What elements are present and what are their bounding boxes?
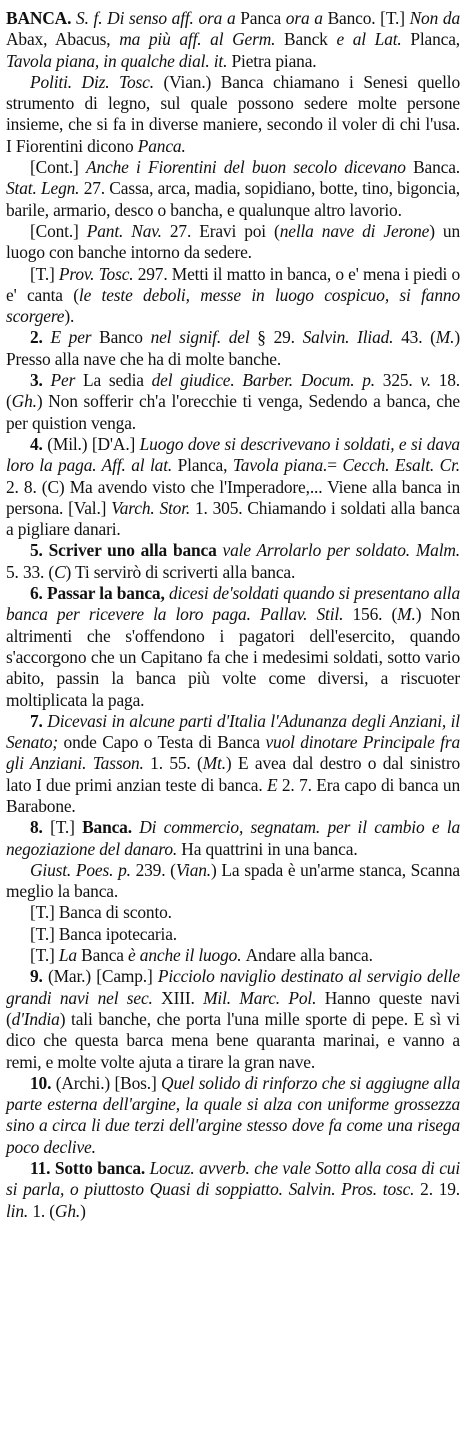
entry-text-run: ) tali banche, che porta l'una mille sporte di pepe. E sì vi dico che questa barca mena bene quaranta marinai, e vanno a remi, e molte volte ajuta a tirare la gran nave. bbox=[6, 1008, 460, 1072]
entry-paragraph-s7 bbox=[6, 711, 460, 817]
entry-text-run: 9. bbox=[30, 966, 48, 987]
entry-text-run: Mil. Marc. Pol. bbox=[203, 987, 325, 1008]
entry-text-run: 297. Metti il matto in banca, o e' mena i piedi o e' canta ( bbox=[6, 263, 460, 305]
entry-text-run: e al Lat. bbox=[336, 29, 411, 50]
entry-text-run: [T.] Banca ipotecaria. bbox=[30, 923, 178, 944]
entry-paragraph-s10 bbox=[6, 1073, 460, 1158]
entry-text-run: Planca, bbox=[177, 455, 233, 476]
entry-text-run: [T.] bbox=[30, 263, 59, 284]
entry-text-run: ) La spada è un'arme stanca, Scanna meglio la banca. bbox=[6, 859, 460, 902]
entry-text-run: (Vian.) Banca chiamano i Senesi quello strumento di legno, sul quale possono sedere molte persone insieme, che si fa in diverse maniere, secondo il voler di chi l'usa. I Fiorentini dicono bbox=[6, 71, 461, 156]
entry-text-run: le teste deboli, messe in luogo cospicuo, si fanno scorgere bbox=[6, 284, 460, 327]
entry-text-run: Politi. Diz. Tosc. bbox=[30, 71, 164, 92]
entry-text-run: del giudice. Barber. Docum. p. bbox=[151, 370, 383, 391]
entry-text-run: 6. Passar la banca, bbox=[30, 583, 169, 604]
entry-text-run: 325. bbox=[382, 370, 421, 391]
entry-text-run: Picciolo naviglio destinato al servigio delle grandi navi nel sec. bbox=[6, 966, 461, 1008]
entry-paragraph-s2 bbox=[6, 327, 460, 370]
entry-text-run: 2. bbox=[30, 327, 51, 348]
entry-paragraph-s3 bbox=[6, 370, 460, 434]
entry-text-run: 1. 55. ( bbox=[150, 753, 203, 774]
entry-paragraph-cont2 bbox=[6, 221, 460, 264]
entry-paragraph-intro bbox=[6, 8, 460, 72]
entry-text-run: 10. bbox=[30, 1072, 56, 1093]
entry-text-run: Banca. bbox=[82, 817, 140, 838]
entry-text-run: [T.] bbox=[50, 817, 83, 838]
entry-text-run: = bbox=[327, 455, 343, 476]
entry-text-run: Banco. [T.] bbox=[327, 8, 410, 28]
entry-text-run: C bbox=[54, 561, 66, 582]
entry-text-run: Prov. Tosc. bbox=[58, 263, 138, 284]
entry-paragraph-s8 bbox=[6, 817, 460, 860]
entry-paragraph-s4 bbox=[6, 434, 460, 540]
entry-text-run: Luogo dove si descrivevano i soldati, e si dava loro la paga. Aff. al lat. bbox=[6, 433, 460, 476]
entry-text-run: Banca bbox=[81, 945, 129, 966]
entry-paragraph-politi bbox=[6, 72, 460, 157]
entry-text-run: § 29. bbox=[257, 327, 303, 348]
entry-text-run: Per bbox=[50, 370, 83, 391]
entry-text-run: Tavola piana, in qualche dial. it. bbox=[6, 50, 232, 71]
entry-text-run: ). bbox=[64, 306, 75, 327]
entry-text-run: 239. ( bbox=[135, 859, 176, 880]
entry-text-run: Varch. Stor. bbox=[111, 497, 195, 518]
entry-text-run: 7. bbox=[30, 710, 48, 731]
entry-paragraph-t1 bbox=[6, 902, 460, 923]
entry-paragraph-s11 bbox=[6, 1158, 460, 1222]
entry-text-run: ) bbox=[80, 1200, 86, 1221]
entry-text-run: 1. 305. Chiamando i soldati alla banca a pigliare danari. bbox=[6, 497, 460, 540]
entry-text-run: La bbox=[58, 945, 82, 966]
entry-text-run: 156. ( bbox=[352, 604, 398, 625]
entry-text-run: 4. bbox=[30, 433, 48, 454]
entry-text-run: Salvin. Iliad. bbox=[302, 327, 402, 348]
entry-text-run: 5. Scriver uno alla banca bbox=[30, 540, 223, 561]
entry-text-run: 3. bbox=[30, 370, 51, 391]
entry-text-run: lin. bbox=[6, 1200, 33, 1221]
entry-text-run: Pietra piana. bbox=[231, 50, 317, 71]
entry-text-run: 1. ( bbox=[32, 1200, 55, 1221]
entry-text-run: M. bbox=[435, 327, 455, 348]
entry-text-run: onde bbox=[63, 732, 103, 753]
entry-paragraph-cont1 bbox=[6, 157, 460, 221]
entry-text-run: Non da bbox=[409, 8, 460, 28]
entry-text-run: 5. 33. ( bbox=[6, 561, 55, 582]
entry-text-run: 2. 8. (C) Ma avendo visto che l'Imperadore,... Viene alla banca in persona. [Val.] bbox=[6, 476, 460, 518]
entry-text-run: vale Arrolarlo per soldato. Malm. bbox=[222, 540, 460, 561]
entry-text-run: (Archi.) [Bos.] bbox=[55, 1072, 162, 1093]
entry-text-run: è anche il luogo. bbox=[128, 945, 246, 966]
entry-text-run: nella nave di Jerone bbox=[279, 220, 430, 241]
entry-text-run: d'India bbox=[11, 1008, 60, 1029]
entry-text-run: Giust. Poes. p. bbox=[30, 859, 136, 880]
entry-text-run: Planca, bbox=[410, 29, 460, 50]
entry-text-run: ora a bbox=[285, 8, 328, 28]
entry-text-run: Vian. bbox=[175, 859, 211, 880]
entry-text-run: 8. bbox=[30, 817, 51, 838]
entry-text-run: Capo bbox=[102, 732, 144, 753]
entry-text-run: ) un luogo con banche intorno da sedere. bbox=[6, 220, 460, 263]
entry-text-run: Dicevasi in alcune parti d'Italia l'Adunanza degli Anziani, il Senato; bbox=[6, 710, 460, 753]
entry-text-run: Quel solido di rinforzo che si aggiugne alla parte esterna dell'argine, la quale si alza con uniforme grossezza sino a circa li due terzi dell'argine stesso dove fa come una risega poco declive. bbox=[6, 1072, 460, 1157]
entry-text-run: Pant. Nav. bbox=[86, 220, 170, 241]
entry-text-run: Panca. bbox=[137, 135, 186, 156]
entry-text-run: Gh. bbox=[54, 1200, 81, 1221]
entry-text-run: Mt. bbox=[202, 753, 226, 774]
entry-paragraph-t3 bbox=[6, 945, 460, 966]
entry-text-run: [Cont.] bbox=[30, 157, 87, 178]
entry-text-run: 43. ( bbox=[401, 327, 436, 348]
entry-paragraph-giust bbox=[6, 860, 460, 903]
entry-text-run: Banca. bbox=[413, 157, 461, 178]
dictionary-entry-banca bbox=[6, 8, 460, 1222]
entry-paragraph-prov bbox=[6, 264, 460, 328]
entry-text-run: Anche i Fiorentini del buon secolo dicevano bbox=[86, 157, 414, 178]
entry-text-run: [T.] bbox=[30, 945, 59, 966]
entry-text-run: BANCA. bbox=[6, 8, 72, 28]
entry-text-run: 2. 19. bbox=[420, 1179, 460, 1200]
entry-text-run: o bbox=[143, 732, 158, 753]
entry-text-run: La sedia bbox=[83, 370, 152, 391]
entry-text-run: 27. Cassa, arca, madia, sopidiano, botte, tino, bigoncia, barile, armario, desco o bancha, e qualunque altro lavorio. bbox=[6, 178, 460, 220]
entry-text-run: Abax, Abacus, bbox=[6, 29, 120, 50]
entry-text-run: E bbox=[266, 774, 282, 795]
entry-text-run: Stat. Legn. bbox=[6, 178, 84, 199]
entry-text-run: Locuz. avverb. che vale Sotto alla cosa di cui si parla, o piuttosto Quasi di soppiatto. Salvin. Pros. tosc. bbox=[6, 1158, 461, 1200]
entry-text-run: Ha quattrini in una banca. bbox=[181, 838, 358, 859]
entry-text-run: ) Ti servirò di scriverti alla banca. bbox=[65, 561, 296, 582]
entry-text-run: 2. 7. Era capo di banca un Barabone. bbox=[6, 774, 460, 816]
entry-paragraph-s5 bbox=[6, 540, 460, 583]
entry-text-run: [T.] Banca di sconto. bbox=[30, 902, 172, 923]
entry-text-run: Di commercio, segnatam. per il cambio e la negoziazione del danaro. bbox=[6, 817, 460, 859]
entry-text-run: 27. Eravi poi ( bbox=[169, 220, 280, 241]
entry-text-run: 11. Sotto banca. bbox=[30, 1158, 150, 1179]
entry-text-run: ) Non altrimenti che s'offendono i pagatori dell'esercito, quando s'accorgono che un Capitano fa che i medesimi soldati, sotto vario abito, passin la banca più volte come diversi, a riscuoter moltiplicata la paga. bbox=[6, 604, 460, 710]
entry-paragraph-s6 bbox=[6, 583, 460, 711]
entry-text-run: ) Non sofferir ch'a l'orecchie ti venga, Sedendo a banca, che per quistion venga. bbox=[6, 391, 460, 433]
entry-text-run: S. f. Di senso aff. ora a bbox=[71, 8, 241, 28]
entry-text-run: [Cont.] bbox=[30, 220, 87, 241]
entry-paragraph-s9 bbox=[6, 966, 460, 1072]
entry-text-run: vuol dinotare Principale fra gli Anziani. Tasson. bbox=[6, 732, 461, 774]
entry-text-run: (Mil.) [D'A.] bbox=[47, 433, 140, 454]
entry-text-run: ) Presso alla nave che ha di molte banche. bbox=[6, 327, 460, 369]
entry-text-run: Hanno queste navi ( bbox=[6, 987, 460, 1029]
entry-text-run: Testa di Banca bbox=[157, 732, 266, 753]
entry-text-run: Gh. bbox=[11, 391, 37, 412]
entry-text-run: Tavola piana. bbox=[232, 455, 328, 476]
entry-text-run: Andare alla banca. bbox=[245, 945, 373, 966]
entry-text-run: XIII. bbox=[161, 987, 204, 1008]
entry-text-run: M. bbox=[397, 604, 416, 625]
entry-text-run: Banco bbox=[99, 327, 151, 348]
entry-text-run: (Mar.) [Camp.] bbox=[47, 966, 158, 987]
entry-text-run: ) E avea dal destro o dal sinistro lato I due primi anzian teste di banca. bbox=[6, 753, 461, 795]
entry-text-run: v. bbox=[420, 370, 439, 391]
entry-text-run: E per bbox=[50, 327, 100, 348]
entry-text-run: ma più aff. al Germ. bbox=[119, 29, 285, 50]
entry-text-run: Cecch. Esalt. Cr. bbox=[342, 455, 460, 476]
entry-text-run: 18. ( bbox=[6, 370, 460, 412]
entry-paragraph-t2 bbox=[6, 924, 460, 945]
entry-text-run: dicesi de'soldati quando si presentano alla banca per ricevere la loro paga. Pallav. Stil. bbox=[6, 583, 461, 625]
entry-text-run: Panca bbox=[240, 8, 286, 28]
entry-text-run: Banck bbox=[284, 29, 337, 50]
entry-text-run: nel signif. del bbox=[150, 327, 258, 348]
